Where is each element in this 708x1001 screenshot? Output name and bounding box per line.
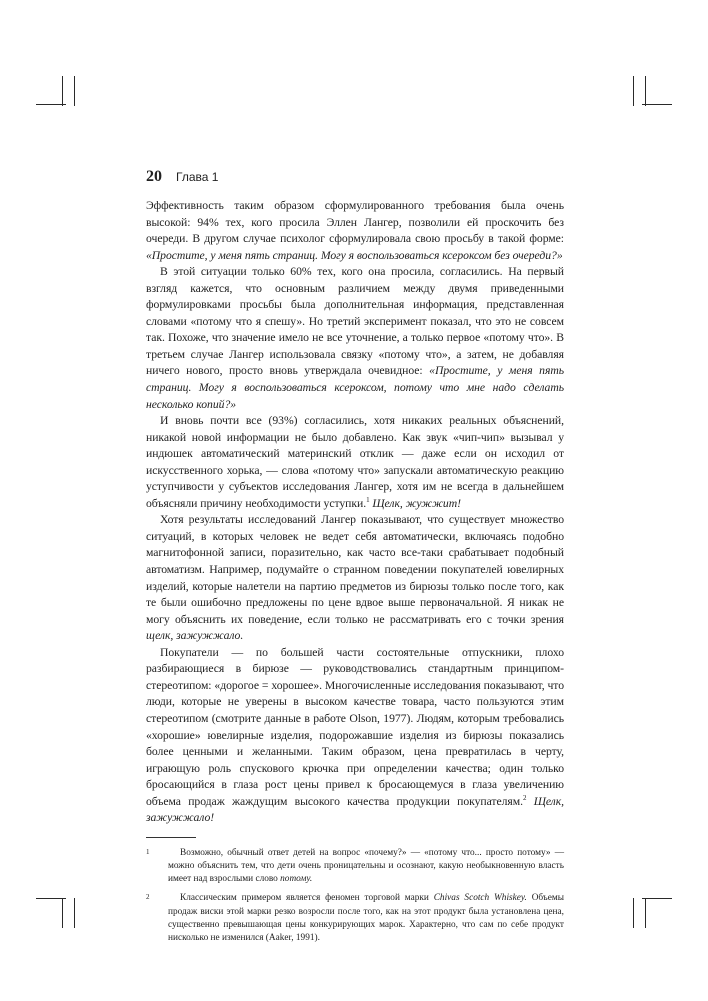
crop-mark-top-right-horizontal xyxy=(642,104,672,105)
footnote-text xyxy=(168,892,564,945)
crop-mark-top-left-horizontal xyxy=(36,104,66,105)
crop-mark-bottom-left-vertical xyxy=(62,898,63,928)
footnote xyxy=(146,892,564,945)
text-run xyxy=(526,795,533,808)
crop-mark-top-right-vertical xyxy=(633,76,634,106)
chapter-title: Глава 1 xyxy=(176,170,219,184)
italic-text: Chivas Scotch Whiskey. xyxy=(433,893,527,904)
page-number: 20 xyxy=(146,168,162,185)
footnote-reference: 1 xyxy=(366,495,370,504)
crop-mark-top-left-vertical xyxy=(62,76,63,106)
crop-mark-bottom-left-horizontal xyxy=(36,898,66,899)
book-page xyxy=(146,168,564,951)
paragraph xyxy=(146,512,564,644)
italic-text: потому. xyxy=(280,874,313,885)
paragraph xyxy=(146,198,564,264)
crop-mark-bottom-left-vertical-inner xyxy=(74,898,75,928)
paragraph xyxy=(146,645,564,827)
text-run: Объемы продаж виски этой марки резко возросли после того, как на этот продукт была установлена цена, существенно превышающая цены конкурирующих марок. Характерно, что сам по себе продукт нисколько не изменился (Aaker, 1991). xyxy=(168,893,564,943)
footnote-mark: 1 xyxy=(146,847,150,856)
crop-mark-bottom-right-vertical-inner xyxy=(645,898,646,928)
paragraph xyxy=(146,264,564,413)
text-run: Возможно, обычный ответ детей на вопрос «почему?» — «потому что... просто потому» — можно объяснить тем, что дети очень проницательны и осознают, какую необыкновенную власть имеет над взрослыми слово xyxy=(168,847,564,885)
italic-text: щелк, зажужжало. xyxy=(146,629,244,643)
text-run: В этой ситуации только 60% тех, кого она просила, согласились. На первый взгляд кажется, что основным различием между двумя приведенными формулировками просьбы была дополнительная информация, представленная словами «потому что я спешу». Но третий эксперимент показал, что это не совсем так. Похоже, что значение имело не все уточнение, а только первое «потому что». В третьем случае Лангер использовала связку «потому что», а затем, не добавляя ничего нового, просто вновь утверждала очевидное: xyxy=(146,265,564,378)
footnote-mark: 2 xyxy=(146,893,150,902)
crop-mark-bottom-right-vertical xyxy=(633,898,634,928)
footnote-text xyxy=(168,847,564,887)
text-run: Покупатели — по большей части состоятельные отпускники, плохо разбирающиеся в бирюзе — руководствовались стандартным принципом-стереотипом: «дорогое = хорошее». Многочисленные исследования показывают, что люди, которые не уверены в высоком качестве товара, часто пользуются этим стереотипом (смотрите данные в работе Olson, 1977). Людям, которым требовались «хорошие» ювелирные изделия, подорожавшие изделия из бирюзы показались более ценными и желанными. Таким образом, цена превратилась в черту, играющую роль спускового крючка при определении качества; один только бросающийся в глаза рост цены привел к бросающемуся в глаза увеличению объема продаж жаждущим высокого качества продукции покупателям. xyxy=(146,645,564,808)
italic-text: «Простите, у меня пять страниц. Могу я воспользоваться ксероксом без очереди?» xyxy=(146,248,563,262)
italic-text: Щелк, зажужжало! xyxy=(146,794,565,825)
crop-mark-bottom-right-horizontal xyxy=(642,898,672,899)
footnote-reference: 2 xyxy=(522,793,527,802)
paragraph xyxy=(146,413,564,512)
running-header xyxy=(146,168,564,190)
footnote-separator xyxy=(146,837,196,838)
italic-text: «Простите, у меня пять страниц. Могу я воспользоваться ксероксом, потому что мне надо сделать несколько копий?» xyxy=(146,364,564,411)
text-run: Хотя результаты исследований Лангер показывают, что существует множество ситуаций, в которых человек не ведет себя автоматически, включаясь подобно магнитофонной записи, поразительно, как часто все-таки срабатывает подобный автоматизм. Например, подумайте о странном поведении покупателей ювелирных изделий, которые налетели на партию предметов из бирюзы только после того, как те были ошибочно предложены по цене вдвое выше первоначальной. Я никак не могу объяснить их поведение, если только не рассматривать его с точки зрения xyxy=(146,513,564,626)
text-run: И вновь почти все (93%) согласились, хотя никаких реальных объяснений, никакой новой информации не было добавлено. Как звук «чип-чип» вызывал у индюшек автоматический материнский отклик — даже если он исходил от искусственного хорька, — слова «потому что» запускали автоматическую реакцию уступчивости у субъектов исследования Лангер, хотя им не всегда в дальнейшем объясняли причину необходимости уступки. xyxy=(146,414,564,510)
italic-text: Щелк, жужжит! xyxy=(372,496,461,510)
crop-mark-top-left-vertical-inner xyxy=(74,76,75,106)
text-run: Классическим примером является феномен торговой марки xyxy=(180,893,434,904)
crop-mark-top-right-vertical-inner xyxy=(645,76,646,106)
footnotes xyxy=(146,847,564,945)
footnote xyxy=(146,847,564,887)
body-text xyxy=(146,198,564,827)
text-run: Эффективность таким образом сформулированного требования была очень высокой: 94% тех, кого просила Эллен Лангер, позволили ей проскочить без очереди. В другом случае психолог сформулировала свою просьбу в такой форме: xyxy=(146,199,564,246)
